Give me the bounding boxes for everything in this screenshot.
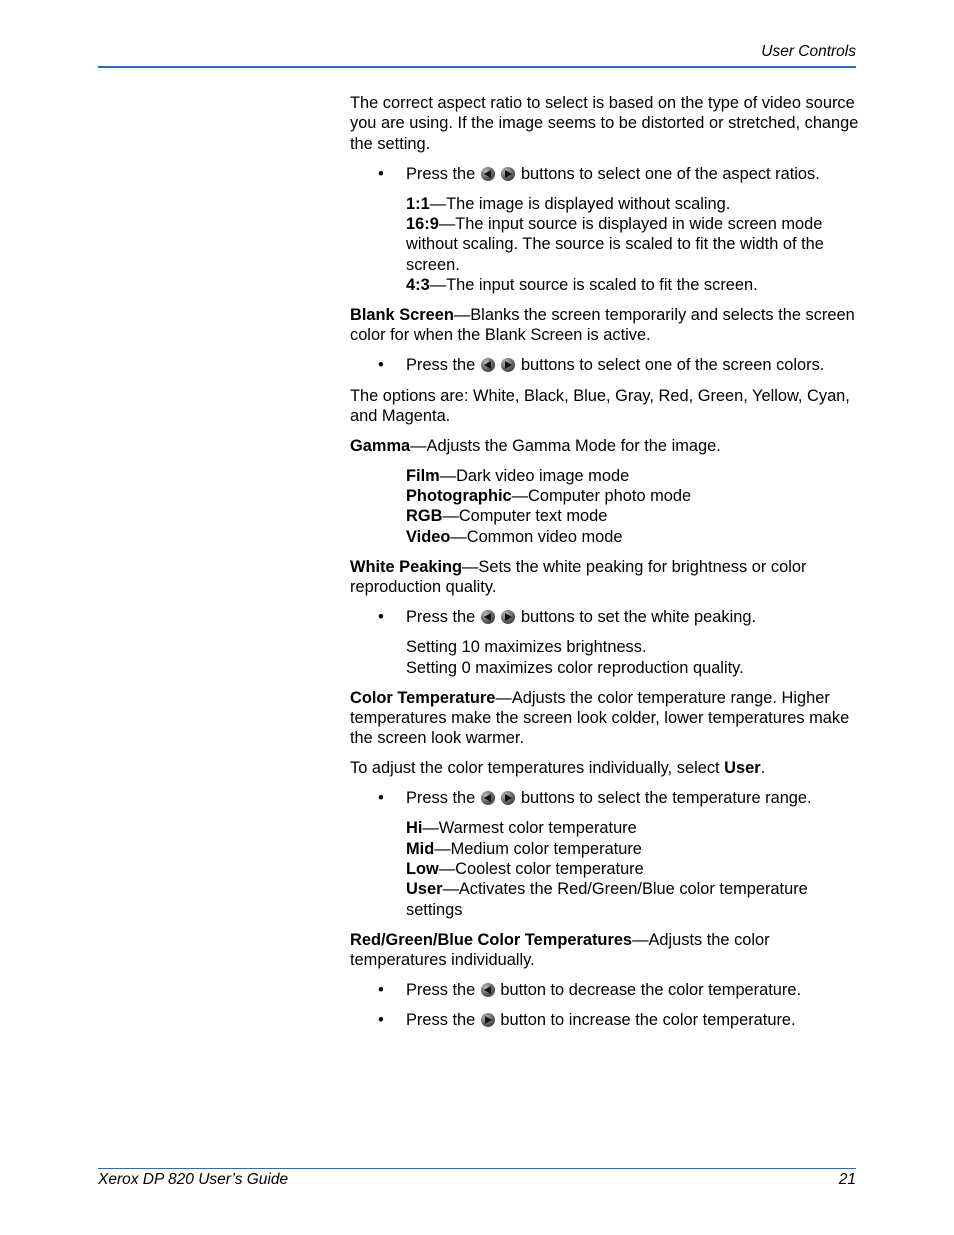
adjust-paragraph: To adjust the color temperatures individually, select User. xyxy=(350,759,766,778)
bullet-text: button to increase the color temperature. xyxy=(500,1011,796,1030)
press-text: Press the xyxy=(406,789,476,808)
option-item: 4:3—The input source is scaled to fit the screen. xyxy=(406,276,758,295)
option-item: User—Activates the Red/Green/Blue color temperature settings xyxy=(406,880,808,919)
option-item: Photographic—Computer photo mode xyxy=(406,487,692,506)
option-item: Mid—Medium color temperature xyxy=(406,839,642,858)
bullet-dot: • xyxy=(378,789,384,808)
bullet-dot: • xyxy=(378,356,384,375)
bullet-text: buttons to select one of the aspect ratios. xyxy=(520,164,820,183)
blank-screen-paragraph: Blank Screen—Blanks the screen temporarily and selects the screen color for when the Blank Screen is active. xyxy=(350,306,855,345)
right-arrow-button-icon xyxy=(501,167,515,181)
bullet-dot: • xyxy=(378,980,384,999)
right-arrow-button-icon xyxy=(481,1013,495,1027)
bullet-dot: • xyxy=(378,608,384,627)
white-bullet xyxy=(350,607,860,627)
white-notes xyxy=(350,637,860,678)
press-text: Press the xyxy=(406,356,476,375)
note-item: Setting 10 maximizes brightness. xyxy=(406,638,647,657)
bullet-text: button to decrease the color temperature. xyxy=(500,980,802,999)
color-temperature-paragraph: Color Temperature—Adjusts the color temperature range. Higher temperatures make the screen look colder, lower temperatures make the screen look warmer. xyxy=(350,688,850,748)
colortemp-options xyxy=(350,818,860,919)
page-number: 21 xyxy=(838,1171,856,1188)
option-item: Hi—Warmest color temperature xyxy=(406,819,637,838)
page-content xyxy=(350,93,860,1041)
bullet-dot: • xyxy=(378,164,384,183)
white-peaking-paragraph: White Peaking—Sets the white peaking for brightness or color reproduction quality. xyxy=(350,557,807,597)
option-item: 16:9—The input source is displayed in wide screen mode without scaling. The source is scaled to fit the width of the screen. xyxy=(406,215,824,274)
press-text: Press the xyxy=(406,608,476,627)
left-arrow-button-icon xyxy=(481,358,495,372)
page-header-title: User Controls xyxy=(761,43,856,60)
right-arrow-button-icon xyxy=(501,358,515,372)
left-arrow-button-icon xyxy=(481,167,495,181)
left-arrow-button-icon xyxy=(481,791,495,805)
bullet-dot: • xyxy=(378,1011,384,1030)
footer-title: Xerox DP 820 User’s Guide xyxy=(98,1171,289,1188)
increase-bullet xyxy=(350,1010,860,1030)
gamma-options xyxy=(350,466,860,547)
aspect-bullet xyxy=(350,164,860,184)
press-text: Press the xyxy=(406,164,476,183)
option-item: Film—Dark video image mode xyxy=(406,466,630,485)
gamma-paragraph: Gamma—Adjusts the Gamma Mode for the image. xyxy=(350,436,721,455)
header-rule xyxy=(98,66,856,68)
press-text: Press the xyxy=(406,1011,476,1030)
option-item: Video—Common video mode xyxy=(406,527,623,546)
option-item: RGB—Computer text mode xyxy=(406,507,608,526)
right-arrow-button-icon xyxy=(501,610,515,624)
left-arrow-button-icon xyxy=(481,610,495,624)
note-item: Setting 0 maximizes color reproduction quality. xyxy=(406,658,744,677)
footer-rule xyxy=(98,1168,856,1169)
bullet-text: buttons to select one of the screen colors. xyxy=(520,356,825,375)
press-text: Press the xyxy=(406,980,476,999)
rgb-paragraph: Red/Green/Blue Color Temperatures—Adjusts the color temperatures individually. xyxy=(350,930,770,969)
left-arrow-button-icon xyxy=(481,983,495,997)
blank-options-paragraph: The options are: White, Black, Blue, Gray, Red, Green, Yellow, Cyan, and Magenta. xyxy=(350,386,850,425)
decrease-bullet xyxy=(350,980,860,1000)
bullet-text: buttons to set the white peaking. xyxy=(520,608,757,627)
option-item: 1:1—The image is displayed without scaling. xyxy=(406,194,731,213)
intro-paragraph: The correct aspect ratio to select is based on the type of video source you are using. If the image seems to be distorted or stretched, change the setting. xyxy=(350,94,859,153)
aspect-options xyxy=(350,194,860,295)
blank-bullet xyxy=(350,355,860,375)
colortemp-bullet xyxy=(350,788,860,808)
option-item: Low—Coolest color temperature xyxy=(406,860,644,879)
bullet-text: buttons to select the temperature range. xyxy=(520,789,812,808)
right-arrow-button-icon xyxy=(501,791,515,805)
